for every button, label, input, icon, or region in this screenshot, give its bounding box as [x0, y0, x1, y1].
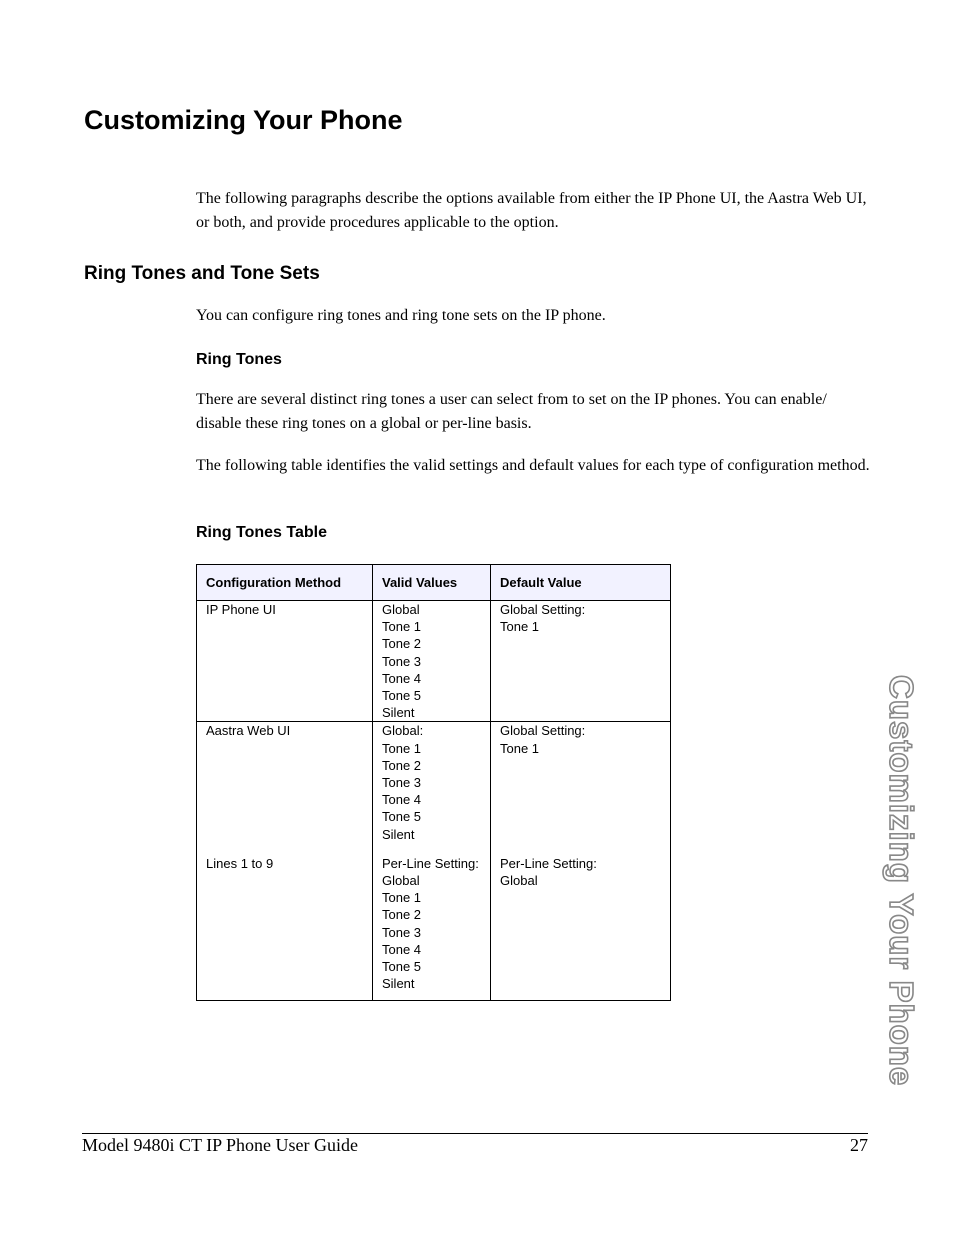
- list-item: Global: [382, 602, 420, 617]
- list-item: Tone 5: [382, 959, 422, 975]
- list-item: Tone 1: [500, 740, 540, 756]
- section-title: Ring Tones and Tone Sets: [84, 263, 320, 284]
- list-item: Tone 5: [382, 809, 422, 825]
- list-item: Global: [500, 873, 538, 889]
- list-item: Global: [382, 873, 420, 889]
- footer-page-number: 27: [850, 1135, 868, 1155]
- ring-tones-table: [196, 564, 671, 1001]
- chapter-side-tab: Customizing Your Phone: [883, 675, 920, 1087]
- list-item: Tone 1: [382, 740, 422, 756]
- header-default-value: Default Value: [491, 565, 671, 601]
- list-item: Tone 2: [382, 757, 422, 773]
- list-item: Silent: [382, 826, 415, 842]
- list-item: Tone 1: [382, 619, 422, 635]
- list-item: Tone 4: [382, 670, 422, 686]
- table-row: [197, 722, 671, 1001]
- table-row: [197, 601, 671, 722]
- intro-paragraph: The following paragraphs describe the options available from either the IP Phone UI, the Aastra Web UI, or both, and provide procedures applicable to the option.: [196, 190, 867, 231]
- header-valid-values: Valid Values: [373, 565, 491, 601]
- method-cell: [197, 722, 373, 1001]
- subsection-title: Ring Tones: [196, 351, 282, 368]
- list-item: Global Setting:: [500, 602, 586, 617]
- method-cell: [197, 601, 373, 722]
- list-item: Global:: [382, 723, 424, 739]
- list-item: Global Setting:: [500, 723, 586, 739]
- section-intro-paragraph: You can configure ring tones and ring tone sets on the IP phone.: [196, 307, 606, 324]
- list-item: Per-Line Setting:: [500, 855, 597, 871]
- table-intro-paragraph: The following table identifies the valid settings and default values for each type of configuration method.: [196, 457, 870, 474]
- list-item: Tone 2: [382, 636, 422, 652]
- list-item: Tone 1: [382, 890, 422, 906]
- valid-values-cell: [373, 601, 491, 722]
- table-title: Ring Tones Table: [196, 524, 327, 541]
- list-item: Tone 3: [382, 775, 422, 791]
- method-aastra-web-ui: Aastra Web UI: [206, 723, 291, 739]
- list-item: Silent: [382, 976, 415, 992]
- list-item: Tone 3: [382, 653, 422, 669]
- list-item: Tone 3: [382, 924, 422, 940]
- header-configuration-method: Configuration Method: [197, 565, 373, 601]
- chapter-title: Customizing Your Phone: [84, 105, 403, 135]
- list-item: Tone 5: [382, 688, 422, 704]
- list-item: Per-Line Setting:: [382, 855, 479, 871]
- ring-tones-paragraph: There are several distinct ring tones a user can select from to set on the IP phones. You can enable/ disable these ring tones on a global or per-line basis.: [196, 391, 827, 432]
- list-item: Silent: [382, 705, 415, 721]
- method-lines: Lines 1 to 9: [206, 855, 274, 871]
- default-value-cell: [491, 601, 671, 722]
- default-value-cell: [491, 722, 671, 1001]
- method-ip-phone-ui: IP Phone UI: [206, 602, 276, 617]
- valid-values-cell: [373, 722, 491, 1001]
- footer-guide-title: Model 9480i CT IP Phone User Guide: [82, 1135, 358, 1155]
- table-header-row: [197, 565, 671, 601]
- list-item: Tone 4: [382, 792, 422, 808]
- list-item: Tone 4: [382, 941, 422, 957]
- list-item: Tone 2: [382, 907, 422, 923]
- list-item: Tone 1: [500, 619, 540, 635]
